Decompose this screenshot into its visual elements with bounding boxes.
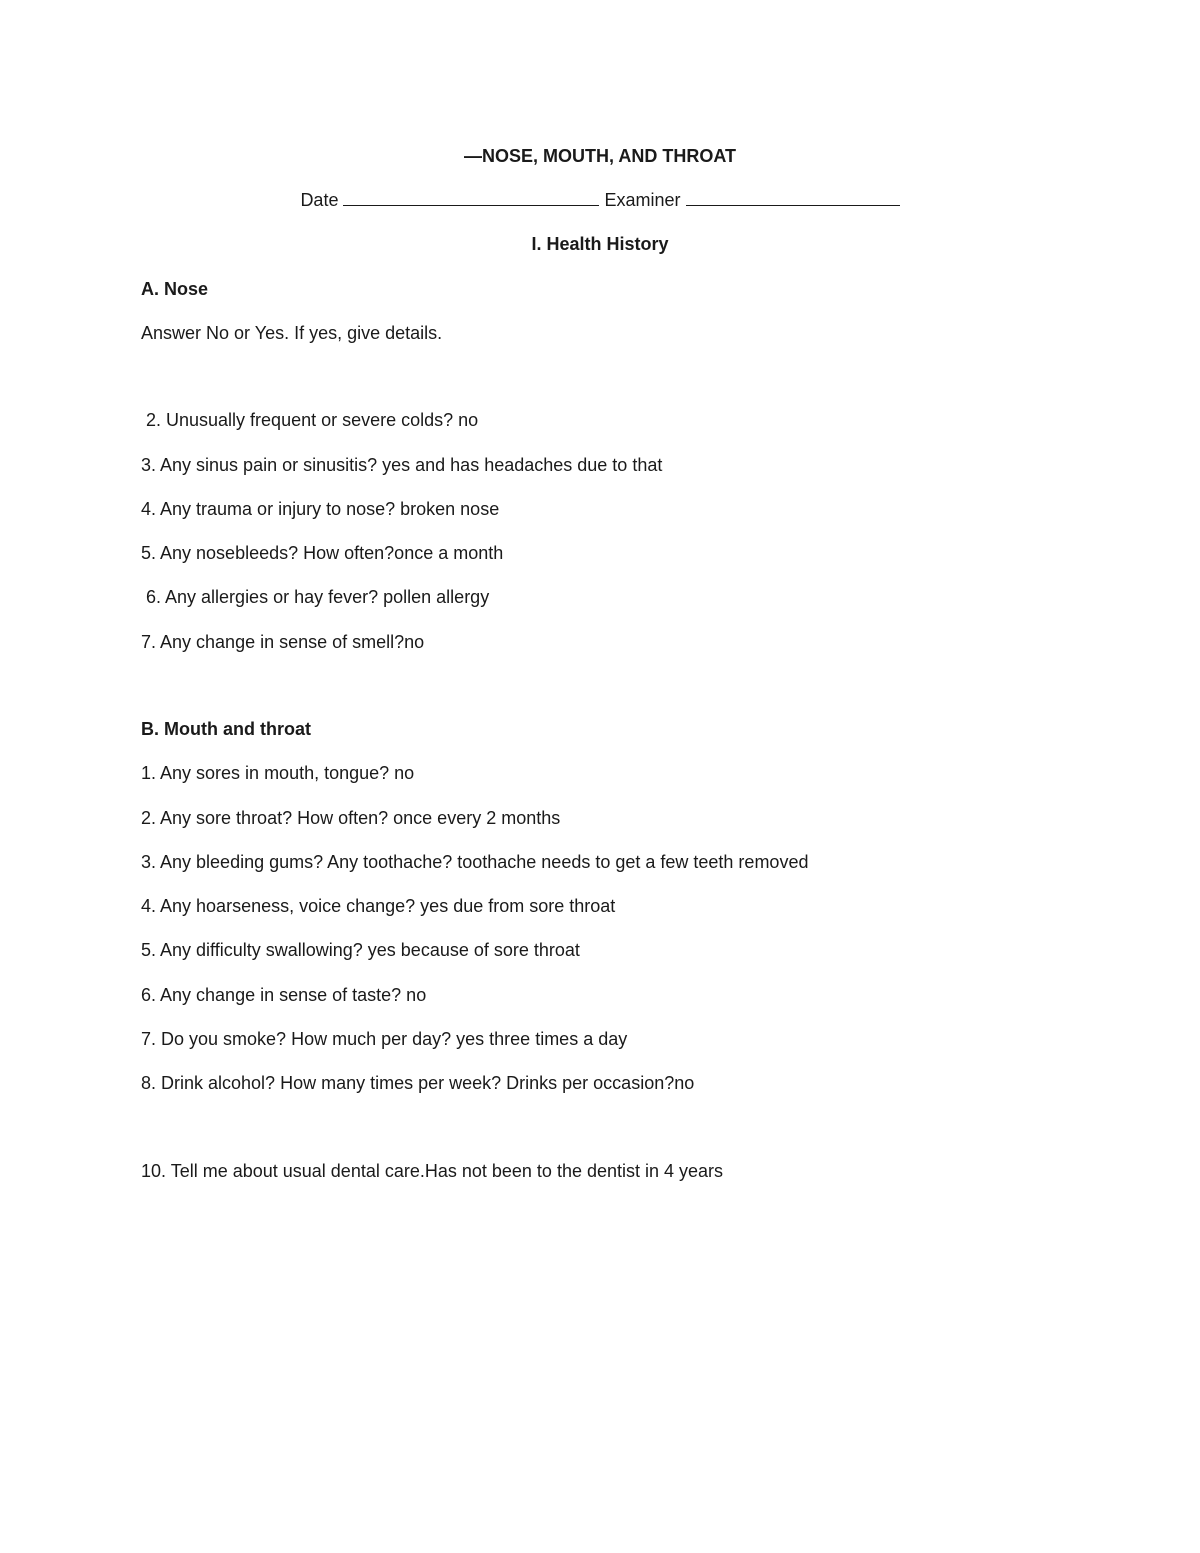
mouth-item: 1. Any sores in mouth, tongue? no xyxy=(141,763,415,783)
date-examiner-row xyxy=(0,189,1200,211)
nose-item: 5. Any nosebleeds? How often?once a month xyxy=(141,543,504,563)
mouth-item: 7. Do you smoke? How much per day? yes three times a day xyxy=(141,1029,628,1049)
mouth-item: 8. Drink alcohol? How many times per week? Drinks per occasion?no xyxy=(141,1073,695,1093)
mouth-item: 2. Any sore throat? How often? once every 2 months xyxy=(141,808,561,828)
mouth-item: 4. Any hoarseness, voice change? yes due from sore throat xyxy=(141,896,616,916)
nose-item: 7. Any change in sense of smell?no xyxy=(141,632,425,652)
date-field-line[interactable] xyxy=(343,191,599,206)
examiner-label: Examiner xyxy=(604,190,681,210)
nose-item: 6. Any allergies or hay fever? pollen allergy xyxy=(141,587,490,607)
mouth-item: 5. Any difficulty swallowing? yes because of sore throat xyxy=(141,940,580,960)
examiner-field-line[interactable] xyxy=(686,191,900,206)
dental-care-item: 10. Tell me about usual dental care.Has not been to the dentist in 4 years xyxy=(141,1161,724,1181)
section-b-heading: B. Mouth and throat xyxy=(141,719,311,739)
mouth-item: 3. Any bleeding gums? Any toothache? toothache needs to get a few teeth removed xyxy=(141,852,809,872)
nose-item: 4. Any trauma or injury to nose? broken nose xyxy=(141,499,500,519)
section-a-instruction: Answer No or Yes. If yes, give details. xyxy=(141,323,443,343)
section-a-heading: A. Nose xyxy=(141,279,209,299)
nose-item: 3. Any sinus pain or sinusitis? yes and has headaches due to that xyxy=(141,455,663,475)
date-label: Date xyxy=(300,190,339,210)
document-title: —NOSE, MOUTH, AND THROAT xyxy=(464,146,736,166)
nose-item: 2. Unusually frequent or severe colds? no xyxy=(141,410,479,430)
section-title: I. Health History xyxy=(531,234,669,254)
mouth-item: 6. Any change in sense of taste? no xyxy=(141,985,427,1005)
